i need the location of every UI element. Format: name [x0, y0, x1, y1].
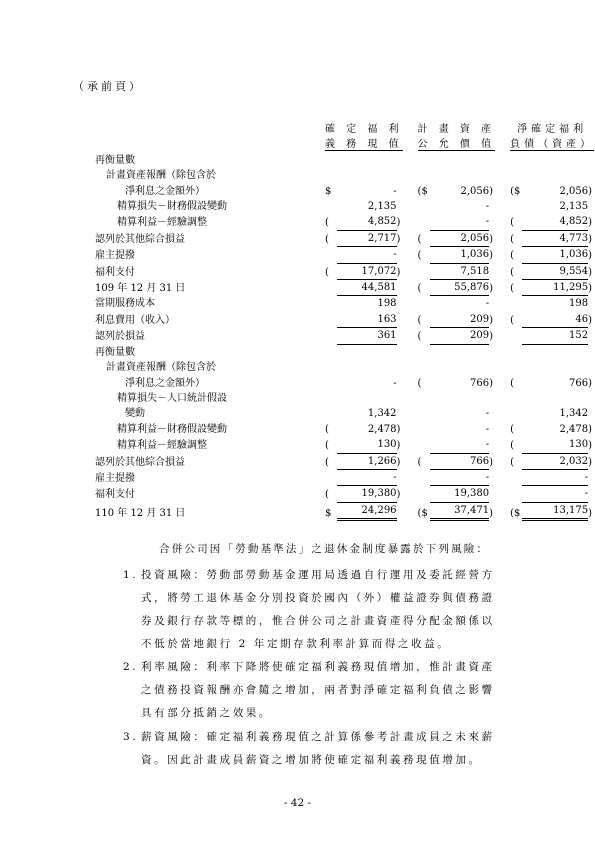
- cell-suffix: ): [489, 233, 493, 245]
- cell-value: 209: [430, 328, 490, 344]
- item-number: 2.: [123, 661, 139, 673]
- cell-suffix: ): [489, 250, 493, 262]
- cell-prefix: (: [417, 331, 422, 343]
- cell-value: 13,175: [522, 503, 588, 521]
- row-label: 109 年 12 月 31 日: [95, 283, 186, 295]
- table-header-row-1: [95, 122, 594, 137]
- risk-item-salary: [123, 726, 541, 772]
- table-header-row-2: [95, 137, 594, 152]
- cell-value: 209: [430, 312, 490, 328]
- cell-value: 44,581: [337, 280, 397, 296]
- table-row: [95, 312, 594, 328]
- cell-value: 2,478: [559, 423, 589, 435]
- cell-col1: [325, 199, 403, 214]
- cell-value: 1,036: [430, 247, 490, 263]
- cell-col2: [418, 231, 496, 247]
- cell-value: -: [337, 247, 397, 263]
- page-number: - 42 -: [283, 797, 312, 809]
- cell-value: -: [393, 185, 397, 197]
- cell-prefix: (: [510, 377, 514, 389]
- cell-value: 46: [522, 312, 588, 328]
- cell-value: 198: [569, 298, 589, 310]
- cell-col3: [510, 214, 594, 230]
- cell-col3: [510, 376, 594, 391]
- cell-value: 2,717: [337, 231, 397, 247]
- cell-suffix: ): [396, 456, 401, 468]
- row-label: 利息費用（收入）: [95, 314, 175, 326]
- cell-col3: [510, 422, 594, 437]
- cell-prefix: $: [325, 507, 332, 519]
- cell-col1: [325, 345, 403, 360]
- cell-col3: [510, 486, 594, 502]
- item-line: 券及銀行存款等標的，惟合併公司之計畫資產得分配金額係以: [141, 615, 495, 627]
- cell-col2: [418, 391, 496, 406]
- table-row: [95, 391, 594, 406]
- cell-col1: [325, 406, 403, 421]
- row-label: 雇主提撥: [95, 472, 135, 484]
- table-row: [95, 422, 594, 437]
- cell-suffix: ): [588, 377, 592, 389]
- item-line: 具有部分抵銷之效果。: [141, 707, 272, 719]
- table-row: [95, 376, 594, 391]
- cell-value: 4,773: [522, 231, 588, 247]
- table-row: [95, 184, 594, 199]
- cell-col1: [325, 328, 403, 344]
- table-row: [95, 231, 594, 247]
- table-row: [95, 296, 594, 311]
- cell-prefix: (: [417, 377, 422, 389]
- cell-value: 152: [522, 328, 588, 344]
- col1-header-line1: 確 定 福 利: [325, 124, 403, 135]
- cell-col1: [325, 503, 403, 521]
- cell-suffix: ): [588, 250, 592, 262]
- cell-col3: [510, 454, 594, 470]
- cell-col2: [418, 296, 496, 311]
- cell-prefix: ($: [417, 507, 428, 519]
- cell-col2: [418, 503, 496, 521]
- cell-value: 11,295: [522, 280, 588, 296]
- cell-col3: [510, 231, 594, 247]
- cell-col2: [418, 345, 496, 360]
- cell-prefix: (: [417, 250, 422, 262]
- cell-value: -: [522, 470, 588, 486]
- cell-value: 766: [470, 377, 490, 389]
- cell-value: -: [485, 298, 490, 310]
- cell-value: 163: [337, 312, 397, 328]
- cell-value: 1,266: [337, 454, 397, 470]
- cell-col1: [325, 264, 403, 280]
- item-line: 之債務投資報酬亦會隨之增加，兩者對淨確定福利負債之影響: [141, 684, 495, 696]
- cell-col3: [510, 360, 594, 375]
- item-line: 不低於當地銀行 2 年定期存款利率計算而得之收益。: [141, 638, 451, 650]
- row-label: 認列於其他綜合損益: [95, 456, 185, 468]
- cell-prefix: (: [325, 233, 329, 245]
- cell-col1: [325, 454, 403, 470]
- cell-suffix: ): [588, 266, 592, 278]
- cell-col1: [325, 486, 403, 502]
- cell-col3: [510, 391, 594, 406]
- cell-col2: [418, 437, 496, 453]
- item-line: 式，將勞工退休基金分別投資於國內（外）權益證券與債務證: [141, 592, 495, 604]
- cell-value: -: [393, 377, 397, 389]
- item-line: 資。因此計畫成員薪資之增加將使確定福利義務現值增加。: [141, 754, 482, 766]
- col3-header-line1: 淨確定福利: [517, 124, 588, 135]
- cell-value: 130: [522, 437, 588, 453]
- item-number: 3.: [123, 731, 139, 743]
- cell-col2: [418, 376, 496, 391]
- risk-item-investment: [123, 564, 541, 656]
- cell-suffix: ): [396, 233, 401, 245]
- row-label: 變動: [125, 408, 145, 420]
- cell-value: 1,342: [367, 408, 397, 420]
- cell-prefix: ($: [510, 185, 521, 197]
- cell-suffix: ): [588, 456, 592, 468]
- col2-header-line1: 計 畫 資 產: [417, 124, 496, 135]
- table-row: [95, 153, 594, 168]
- cell-value: -: [485, 408, 490, 420]
- cell-suffix: ): [396, 440, 401, 452]
- cell-value: 2,032: [522, 454, 588, 470]
- cell-col2: [418, 153, 496, 168]
- pension-reconciliation-table: [95, 122, 594, 521]
- cell-col3: [510, 153, 594, 168]
- cell-col2: [418, 406, 496, 421]
- cell-value: -: [430, 470, 490, 486]
- cell-col3: [510, 199, 594, 214]
- table-row: [95, 328, 594, 344]
- cell-suffix: ): [396, 489, 401, 501]
- item-number: 1.: [123, 569, 139, 581]
- cell-col2: [418, 264, 496, 280]
- row-label: 認列於損益: [95, 331, 145, 343]
- cell-col1: [325, 360, 403, 375]
- row-label: 計畫資產報酬（除包含於: [106, 362, 216, 374]
- row-label: 精算利益－經驗調整: [117, 217, 207, 229]
- cell-value: 2,056: [559, 185, 589, 197]
- item-line: 投資風險：勞動部勞動基金運用局透過自行運用及委託經營方: [141, 569, 495, 581]
- cell-value: -: [485, 201, 490, 213]
- table-row: [95, 168, 594, 183]
- cell-col3: [510, 503, 594, 521]
- cell-col2: [418, 199, 496, 214]
- cell-col1: [325, 470, 403, 486]
- cell-prefix: (: [510, 266, 514, 278]
- cell-col1: [325, 168, 403, 183]
- table-row: [95, 454, 594, 470]
- row-label: 淨利息之金額外）: [125, 377, 205, 389]
- row-label: 精算損失－財務假設變動: [117, 201, 227, 213]
- cell-col1: [325, 422, 403, 437]
- cell-prefix: (: [510, 233, 514, 245]
- row-label: 福利支付: [95, 266, 135, 278]
- row-label: 福利支付: [95, 489, 135, 501]
- table-row: [95, 437, 594, 453]
- table-row: [95, 280, 594, 296]
- cell-col3: [510, 406, 594, 421]
- table-row: [95, 264, 594, 280]
- cell-prefix: (: [325, 266, 329, 278]
- cell-value: 1,342: [559, 408, 589, 420]
- cell-col3: [510, 328, 594, 344]
- cell-prefix: (: [325, 456, 329, 468]
- cell-col1: [325, 153, 403, 168]
- row-label: 精算利益－財務假設變動: [117, 423, 227, 435]
- cell-col1: [325, 214, 403, 230]
- cell-col3: [510, 470, 594, 486]
- cell-col2: [418, 168, 496, 183]
- cell-value: 24,296: [337, 503, 397, 521]
- cell-prefix: (: [510, 423, 514, 435]
- cell-suffix: ): [588, 440, 592, 452]
- cell-prefix: (: [510, 250, 514, 262]
- cell-col3: [510, 296, 594, 311]
- row-label: 雇主提撥: [95, 250, 135, 262]
- cell-value: -: [522, 486, 588, 502]
- row-label: 精算利益－經驗調整: [117, 440, 207, 452]
- table-row: [95, 470, 594, 486]
- cell-prefix: (: [510, 314, 514, 326]
- table-row: [95, 503, 594, 521]
- cell-col1: [325, 391, 403, 406]
- cell-value: 766: [430, 454, 490, 470]
- table-row: [95, 247, 594, 263]
- col2-header-line2: 公 允 價 值: [417, 139, 496, 151]
- row-label: 認列於其他綜合損益: [95, 233, 185, 245]
- cell-col1: [325, 184, 403, 199]
- cell-col3: [510, 280, 594, 296]
- cell-value: -: [430, 214, 490, 230]
- cell-value: 9,554: [522, 264, 588, 280]
- cell-value: 17,072: [337, 264, 397, 280]
- cell-suffix: ): [396, 217, 401, 229]
- table-row: [95, 486, 594, 502]
- cell-value: 7,518: [430, 264, 490, 280]
- table-row: [95, 406, 594, 421]
- cell-col2: [418, 280, 496, 296]
- cell-suffix: ): [489, 507, 493, 519]
- cell-prefix: (: [325, 423, 329, 435]
- cell-value: 19,380: [337, 486, 397, 502]
- row-label: 再衡量數: [95, 154, 135, 166]
- cell-suffix: ): [489, 331, 493, 343]
- item-line: 薪資風險：確定福利義務現值之計算係參考計畫成員之未來薪: [141, 731, 495, 743]
- cell-suffix: ): [489, 283, 493, 295]
- cell-value: -: [485, 423, 490, 435]
- continued-label: （承前頁）: [73, 80, 143, 93]
- row-label: 淨利息之金額外）: [125, 185, 205, 197]
- item-line: 利率風險：利率下降將使確定福利義務現值增加，惟計畫資產: [141, 661, 495, 673]
- row-label: 計畫資產報酬（除包含於: [106, 170, 216, 182]
- cell-col2: [418, 470, 496, 486]
- cell-value: 55,876: [430, 280, 490, 296]
- cell-prefix: (: [417, 456, 422, 468]
- row-label: 精算損失－人口統計假設: [117, 392, 227, 404]
- cell-suffix: ): [396, 266, 401, 278]
- cell-suffix: ): [396, 423, 401, 435]
- cell-value: -: [430, 437, 490, 453]
- risk-intro: 合併公司因「勞動基準法」之退休金制度暴露於下列風險：: [159, 543, 490, 555]
- table-row: [95, 214, 594, 230]
- cell-col2: [418, 312, 496, 328]
- cell-prefix: (: [325, 217, 329, 229]
- cell-value: 4,852: [337, 214, 397, 230]
- cell-suffix: ): [588, 233, 592, 245]
- cell-col2: [418, 454, 496, 470]
- cell-prefix: (: [510, 456, 514, 468]
- cell-suffix: ): [489, 314, 493, 326]
- cell-suffix: ): [489, 185, 493, 197]
- cell-prefix: ($: [417, 185, 428, 197]
- col3-header-line2: 負債（資產）: [510, 139, 595, 151]
- risk-item-interest-rate: [123, 656, 541, 725]
- cell-value: 2,056: [430, 231, 490, 247]
- cell-prefix: (: [510, 440, 514, 452]
- cell-suffix: ): [588, 217, 592, 229]
- cell-value: 766: [569, 377, 589, 389]
- cell-value: 2,478: [367, 423, 397, 435]
- cell-value: 361: [337, 328, 397, 344]
- table-row: [95, 345, 594, 360]
- row-label: 當期服務成本: [95, 298, 155, 310]
- cell-col3: [510, 247, 594, 263]
- cell-col2: [418, 360, 496, 375]
- cell-prefix: (: [417, 283, 422, 295]
- cell-col3: [510, 437, 594, 453]
- cell-value: -: [337, 470, 397, 486]
- cell-suffix: ): [489, 456, 493, 468]
- cell-suffix: ): [588, 185, 592, 197]
- cell-col3: [510, 184, 594, 199]
- cell-prefix: (: [417, 314, 422, 326]
- row-label: 再衡量數: [95, 346, 135, 358]
- cell-suffix: ): [588, 314, 592, 326]
- cell-col3: [510, 264, 594, 280]
- cell-value: 2,056: [460, 185, 490, 197]
- cell-value: 4,852: [522, 214, 588, 230]
- cell-col1: [325, 376, 403, 391]
- cell-value: 2,135: [559, 201, 589, 213]
- cell-col3: [510, 168, 594, 183]
- cell-col3: [510, 345, 594, 360]
- cell-prefix: (: [510, 283, 514, 295]
- cell-value: 2,135: [367, 201, 397, 213]
- cell-suffix: ): [588, 283, 592, 295]
- cell-prefix: ($: [510, 507, 521, 519]
- cell-prefix: $: [325, 185, 332, 197]
- cell-col2: [418, 422, 496, 437]
- cell-suffix: ): [489, 377, 493, 389]
- cell-col3: [510, 312, 594, 328]
- cell-col2: [418, 247, 496, 263]
- cell-value: 37,471: [430, 503, 490, 521]
- cell-col1: [325, 247, 403, 263]
- cell-suffix: ): [588, 423, 592, 435]
- col1-header-line2: 義 務 現 值: [325, 139, 403, 151]
- cell-col2: [418, 486, 496, 502]
- cell-col2: [418, 328, 496, 344]
- cell-col1: [325, 231, 403, 247]
- row-label: 110 年 12 月 31 日: [95, 507, 186, 519]
- cell-suffix: ): [588, 507, 592, 519]
- cell-value: 1,036: [522, 247, 588, 263]
- cell-value: 198: [377, 298, 397, 310]
- cell-col1: [325, 280, 403, 296]
- cell-col1: [325, 296, 403, 311]
- table-row: [95, 199, 594, 214]
- cell-prefix: (: [417, 233, 422, 245]
- cell-col2: [418, 214, 496, 230]
- cell-value: 19,380: [430, 486, 490, 502]
- cell-col1: [325, 437, 403, 453]
- cell-prefix: (: [325, 489, 329, 501]
- cell-prefix: (: [325, 440, 329, 452]
- cell-col1: [325, 312, 403, 328]
- cell-prefix: (: [510, 217, 514, 229]
- table-row: [95, 360, 594, 375]
- cell-col2: [418, 184, 496, 199]
- cell-value: 130: [337, 437, 397, 453]
